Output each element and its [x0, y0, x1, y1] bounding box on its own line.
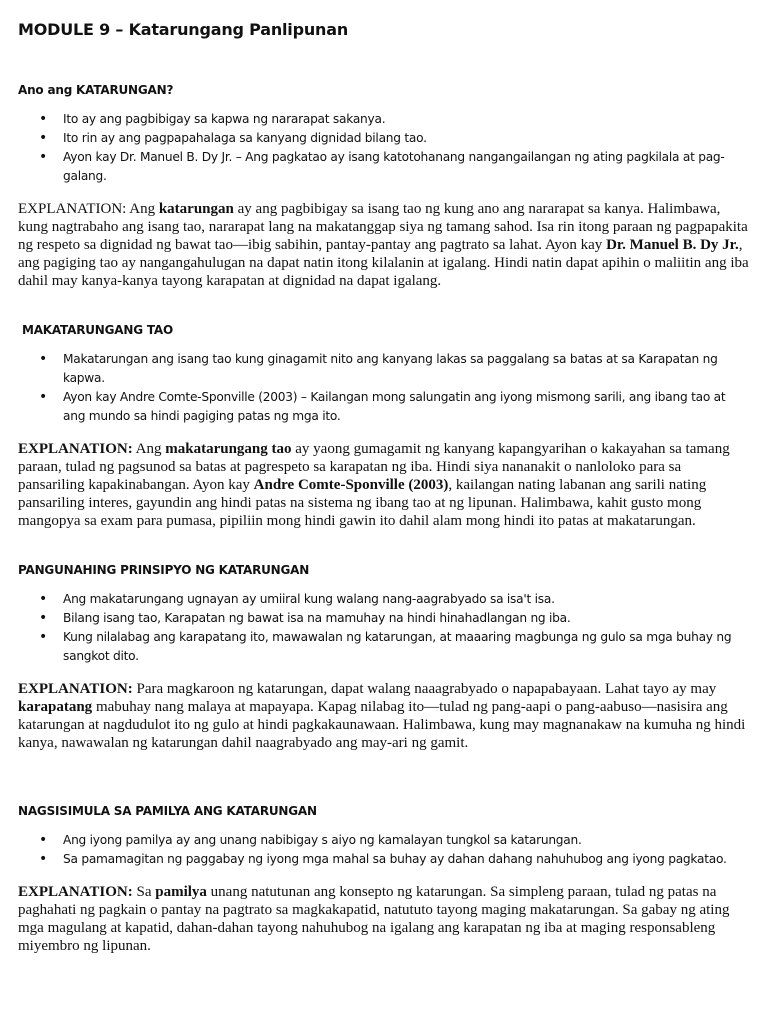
- bullet-item: • Kung nilalabag ang karapatang ito, mawawalan ng katarungan, at maaaring magbunga ng gulo sa mga buhay ng sangkot dito.: [63, 628, 750, 666]
- bullet-item: • Ayon kay Andre Comte-Sponville (2003) – Kailangan mong salungatin ang iyong mismong sarili, ang ibang tao at ang mundo sa hindi pagiging patas ng mga ito.: [63, 388, 750, 426]
- text-run: Sa: [132, 884, 156, 900]
- bold-text-run: makatarungang tao: [165, 441, 292, 457]
- text-run: unang natutunan ang konsepto ng katarungan. Sa simpleng paraan, tulad ng patas na paghahati ng pagkain o pantay na pagtrato sa magkakapatid, natututo tayong maging makatarungan. Sa gabay ng ating mga magulang at kapatid, dahan-dahan tayong nahuhubog na igalang ang karapatan ng iba at maging responsableng miyembro ng lipunan.: [18, 884, 730, 954]
- bullet-list: [18, 590, 750, 666]
- section-pangunahing-prinsipyo: [18, 563, 750, 752]
- bullet-item: • Ayon kay Dr. Manuel B. Dy Jr. – Ang pagkatao ay isang katotohanang nangangailangan ng ating pagkilala at pag-galang.: [63, 148, 750, 186]
- section-katarungan: [18, 83, 750, 290]
- text-run: EXPLANATION: Ang: [18, 201, 159, 217]
- bullet-item: • Bilang isang tao, Karapatan ng bawat isa na mamuhay na hindi hinahadlangan ng iba.: [63, 609, 750, 628]
- module-title: MODULE 9 – Katarungang Panlipunan: [18, 20, 349, 39]
- bold-text-run: Dr. Manuel B. Dy Jr.: [606, 237, 739, 253]
- text-run: Ang: [132, 441, 166, 457]
- bold-text-run: Andre Comte-Sponville (2003): [253, 477, 449, 493]
- bold-text-run: EXPLANATION:: [18, 441, 133, 457]
- bold-text-run: karapatang: [18, 699, 93, 715]
- bullet-list: [18, 831, 750, 869]
- section-heading: NAGSISIMULA SA PAMILYA ANG KATARUNGAN: [18, 804, 317, 818]
- section-makatarungang-tao: [18, 323, 750, 530]
- explanation-paragraph: [18, 440, 750, 530]
- text-run: , ang pagiging tao ay nangangahulugan na dapat natin itong kilalanin at igalang. Hindi natin dapat apihin o maliitin ang iba dahil may kanya-kanya tayong karapatan at dignidad na dapat igalang.: [18, 237, 749, 289]
- bold-text-run: katarungan: [158, 201, 234, 217]
- text-run: ay yaong gumagamit ng kanyang kapangyarihan o kakayahan sa tamang paraan, tulad ng pagsunod sa batas at pagrespeto sa karapatan ng iba. Hindi siya nananakit o nanloloko para sa pansariling kapakinabangan. Ayon kay: [18, 441, 730, 493]
- bullet-item: • Ang iyong pamilya ay ang unang nabibigay s aiyo ng kamalayan tungkol sa katarungan.: [63, 831, 750, 850]
- bullet-item: • Sa pamamagitan ng paggabay ng iyong mga mahal sa buhay ay dahan dahang nahuhubog ang iyong pagkatao.: [63, 850, 750, 869]
- bold-text-run: pamilya: [155, 884, 207, 900]
- bullet-item: • Makatarungan ang isang tao kung ginagamit nito ang kanyang lakas sa paggalang sa batas at sa Karapatan ng kapwa.: [63, 350, 750, 388]
- bullet-list: [18, 110, 750, 186]
- text-run: Para magkaroon ng katarungan, dapat walang naaagrabyado o napapabayaan. Lahat tayo ay may: [132, 681, 717, 697]
- explanation-paragraph: [18, 680, 750, 752]
- bold-text-run: EXPLANATION:: [18, 681, 133, 697]
- bullet-item: • Ito rin ay ang pagpapahalaga sa kanyang dignidad bilang tao.: [63, 129, 750, 148]
- section-pamilya: [18, 804, 750, 955]
- explanation-paragraph: [18, 883, 750, 955]
- section-heading: Ano ang KATARUNGAN?: [18, 83, 174, 97]
- bold-text-run: EXPLANATION:: [18, 884, 133, 900]
- text-run: mabuhay nang malaya at mapayapa. Kapag nilabag ito—tulad ng pang-aapi o pang-aabuso—nasisira ang katarungan at nagdudulot ito ng gulo at hindi pagkakaunawaan. Halimbawa, kung may magnanakaw na kumuha ng hindi kanya, nawawalan ng katarungan dahil naagrabyado ang may-ari ng gamit.: [18, 699, 746, 751]
- text-run: ay ang pagbibigay sa isang tao ng kung ano ang nararapat sa kanya. Halimbawa, kung nagtrabaho ang isang tao, nararapat lang na makatanggap siya ng tamang sahod. Isa rin itong paraan ng pagpapakita ng respeto sa dignidad ng bawat tao—ibig sabihin, pantay-pantay ang pagtrato sa lahat. Ayon kay: [18, 201, 748, 253]
- bullet-item: • Ang makatarungang ugnayan ay umiiral kung walang nang-aagrabyado sa isa't isa.: [63, 590, 750, 609]
- section-heading: PANGUNAHING PRINSIPYO NG KATARUNGAN: [18, 563, 310, 577]
- section-heading: MAKATARUNGANG TAO: [18, 323, 173, 337]
- bullet-list: [18, 350, 750, 426]
- bullet-item: • Ito ay ang pagbibigay sa kapwa ng nararapat sakanya.: [63, 110, 750, 129]
- explanation-paragraph: [18, 200, 750, 290]
- text-run: , kailangan nating labanan ang sarili nating pansariling interes, gayundin ang hindi patas na sistema ng ibang tao at ng lipunan. Halimbawa, kahit gusto mong mangopya sa exam para pumasa, pipiliin mong hindi gawin ito dahil alam mong hindi ito patas at makatarungan.: [18, 477, 707, 529]
